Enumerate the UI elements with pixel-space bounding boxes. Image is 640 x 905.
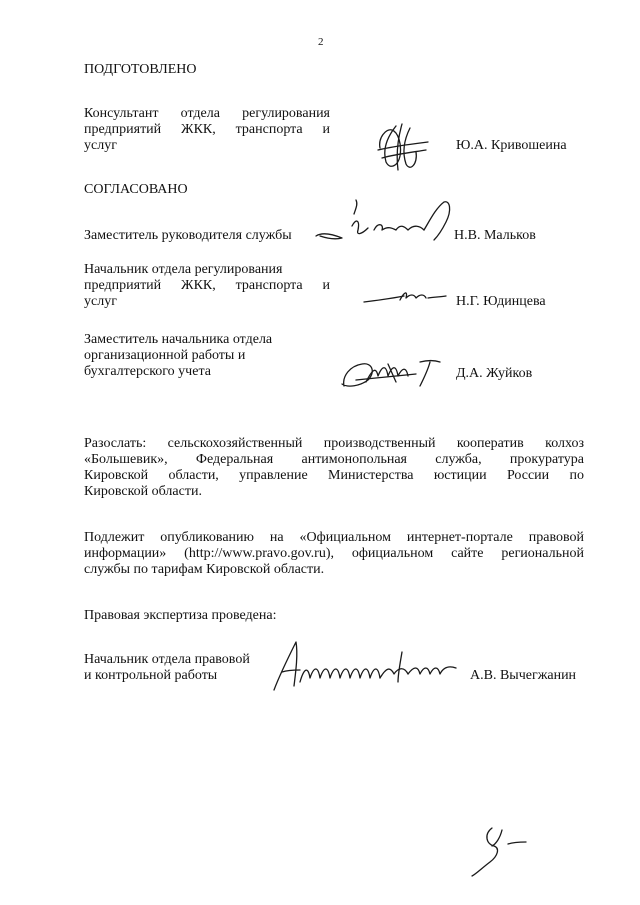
paragraph-line: информации» (http://www.pravo.gov.ru), официальном сайте региональной [84, 546, 584, 561]
position-line: Заместитель начальника отдела [84, 332, 273, 347]
prepared-heading: ПОДГОТОВЛЕНО [84, 62, 197, 77]
distribution-paragraph [84, 436, 584, 500]
paragraph-line: Кировской области, управление Министерства юстиции России по [84, 468, 584, 483]
agreed-heading: СОГЛАСОВАНО [84, 182, 188, 197]
position-line: организационной работы и [84, 348, 246, 363]
signature-yudintseva [360, 284, 450, 310]
signatory-name: Н.В. Мальков [454, 228, 536, 243]
paragraph-line: Разослать: сельскохозяйственный производственный кооператив колхоз [84, 436, 584, 451]
position-line: Начальник отдела правовой [84, 652, 250, 667]
signatory-name: Н.Г. Юдинцева [456, 294, 546, 309]
legal-review-statement: Правовая экспертиза проведена: [84, 608, 277, 623]
paragraph-line: Кировской области. [84, 484, 202, 499]
signature-zhuikov [336, 352, 446, 394]
signature-kryvosheina [368, 118, 438, 178]
position-line: услуг [84, 294, 117, 309]
prepared-name: Ю.А. Кривошеина [456, 138, 567, 153]
position-line: Консультант отдела регулирования [84, 106, 330, 121]
signature-malkov [312, 196, 462, 250]
initials-signature [462, 822, 534, 878]
signatory-position [84, 332, 330, 380]
paragraph-line: Подлежит опубликованию на «Официальном интернет-портале правовой [84, 530, 584, 545]
publication-paragraph [84, 530, 584, 578]
signatory-name: Д.А. Жуйков [456, 366, 533, 381]
legal-review-position [84, 652, 284, 684]
position-line: Начальник отдела регулирования [84, 262, 283, 277]
legal-review-name: А.В. Вычегжанин [470, 668, 577, 683]
position-line: предприятий ЖКК, транспорта и [84, 122, 330, 137]
paragraph-line: «Большевик», Федеральная антимонопольная служба, прокуратура [84, 452, 584, 467]
signature-vychegzhanin [270, 638, 462, 694]
position-line: и контрольной работы [84, 668, 218, 683]
signatory-position [84, 262, 330, 310]
paragraph-line: службы по тарифам Кировской области. [84, 562, 325, 577]
position-line: бухгалтерского учета [84, 364, 211, 379]
position-line: предприятий ЖКК, транспорта и [84, 278, 330, 293]
page-number: 2 [318, 36, 324, 48]
prepared-position [84, 106, 330, 154]
position-line: услуг [84, 138, 117, 153]
signatory-position: Заместитель руководителя службы [84, 228, 292, 243]
